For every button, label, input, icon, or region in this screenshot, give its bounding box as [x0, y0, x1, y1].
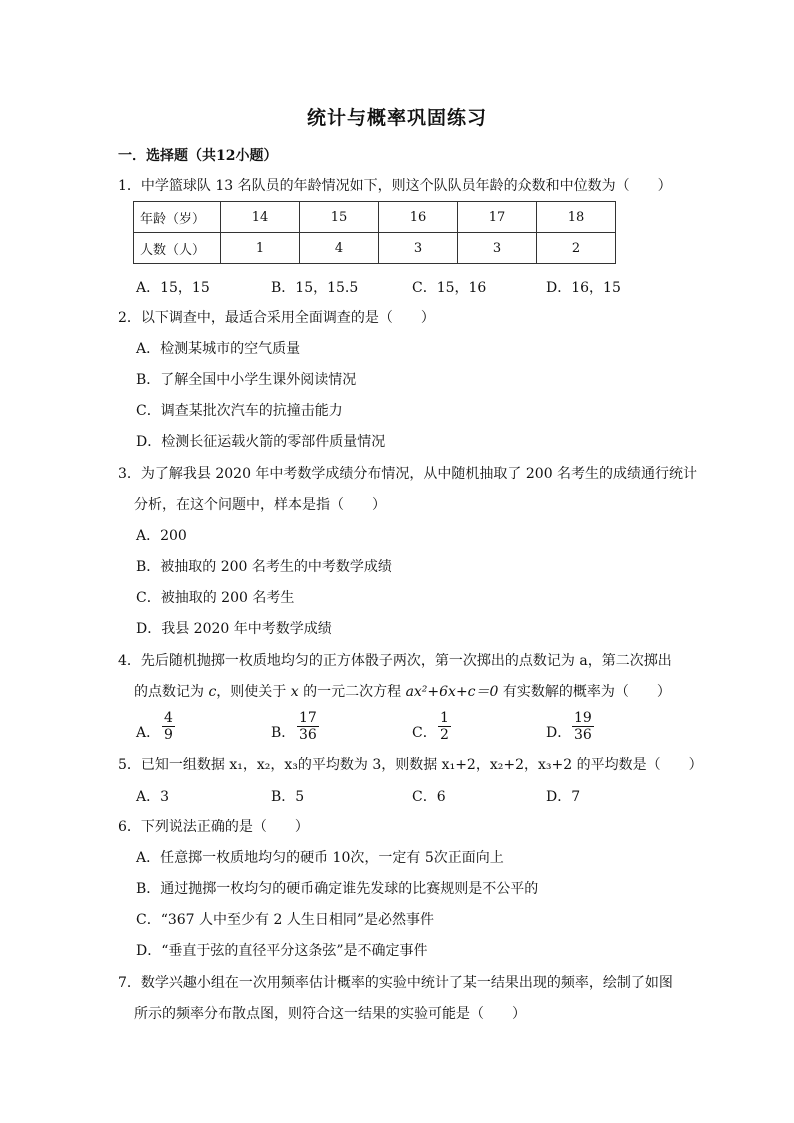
age-table	[133, 201, 616, 264]
option-a: A．200	[136, 528, 187, 544]
table-cell: 3	[458, 233, 537, 264]
fraction	[438, 710, 451, 743]
table-cell: 2	[537, 233, 616, 264]
table-cell: 16	[379, 202, 458, 233]
numerator: 17	[299, 710, 317, 726]
stem-text: ，则使关于	[216, 684, 291, 700]
table-cell: 17	[458, 202, 537, 233]
option-c: C．6	[412, 789, 446, 805]
option-label: B．	[271, 725, 296, 741]
denominator: 9	[164, 727, 173, 743]
question-1-options	[136, 277, 676, 297]
question-3-stem: 3．为了解我县 2020 年中考数学成绩分布情况，从中随机抽取了 200 名考生的成绩通行统计	[118, 466, 698, 482]
table-cell: 18	[537, 202, 616, 233]
option-c: C．15，16	[412, 280, 487, 296]
option-c: C．被抽取的 200 名考生	[136, 590, 295, 606]
option-b: B．15，15.5	[271, 280, 359, 296]
fraction	[162, 710, 175, 743]
variable-c: c	[208, 684, 217, 700]
option-label: C．	[412, 725, 437, 741]
question-6-stem: 6．下列说法正确的是（ ）	[118, 819, 309, 835]
stem-text: 有实数解的概率为（ ）	[498, 684, 671, 700]
option-b: B．通过抛掷一枚均匀的硬币确定谁先发球的比赛规则是不公平的	[136, 881, 539, 897]
table-cell: 15	[300, 202, 379, 233]
option-label: D．	[546, 725, 572, 741]
page-title: 统计与概率巩固练习	[306, 107, 487, 129]
option-d: D．检测长征运载火箭的零部件质量情况	[136, 434, 386, 450]
question-1-stem: 1．中学篮球队 13 名队员的年龄情况如下，则这个队队员年龄的众数和中位数为（ ）	[118, 178, 672, 194]
equation: ax²+6x+c＝0	[405, 684, 499, 700]
option-a: A．检测某城市的空气质量	[136, 341, 301, 357]
table-cell: 4	[300, 233, 379, 264]
table-cell: 3	[379, 233, 458, 264]
variable-x: x	[290, 684, 299, 700]
table-cell: 14	[221, 202, 300, 233]
option-d: D．7	[546, 789, 581, 805]
question-5-options	[136, 786, 676, 806]
fraction	[572, 710, 594, 743]
question-5-stem: 5．已知一组数据 x₁，x₂，x₃的平均数为 3，则数据 x₁+2，x₂+2，x₃+2 的平均数是（ ）	[118, 757, 703, 773]
option-b: B．了解全国中小学生课外阅读情况	[136, 372, 357, 388]
table-header-cell: 人数（人）	[134, 233, 221, 264]
question-3-stem-cont: 分析，在这个问题中，样本是指（ ）	[134, 497, 386, 513]
question-4-stem: 4．先后随机抛掷一枚质地均匀的正方体骰子两次，第一次掷出的点数记为 a，第二次掷出	[118, 653, 672, 669]
numerator: 1	[440, 710, 449, 726]
stem-text: 的点数记为	[134, 684, 209, 700]
question-7-stem-cont: 所示的频率分布散点图，则符合这一结果的实验可能是（ ）	[134, 1006, 526, 1022]
option-c: C．“367 人中至少有 2 人生日相同”是必然事件	[136, 912, 435, 928]
option-a: A．15，15	[136, 280, 210, 296]
option-b: B．5	[271, 789, 305, 805]
option-a: A．3	[136, 789, 170, 805]
option-c: C．调查某批次汽车的抗撞击能力	[136, 403, 343, 419]
numerator: 4	[164, 710, 173, 726]
option-a: A．任意掷一枚质地均匀的硬币 10次，一定有 5次正面向上	[136, 850, 504, 866]
denominator: 36	[574, 727, 592, 743]
table-row	[134, 202, 616, 233]
section-heading: 一．选择题（共12小题）	[118, 148, 278, 164]
denominator: 36	[299, 727, 317, 743]
option-d: D．“垂直于弦的直径平分这条弦”是不确定事件	[136, 943, 428, 959]
table-row	[134, 233, 616, 264]
option-d: D．我县 2020 年中考数学成绩	[136, 621, 332, 637]
option-label: A．	[136, 725, 161, 741]
question-4-stem-cont	[134, 682, 671, 702]
table-cell: 1	[221, 233, 300, 264]
fraction	[297, 710, 319, 743]
question-2-stem: 2．以下调查中，最适合采用全面调查的是（ ）	[118, 310, 435, 326]
table-header-cell: 年龄（岁）	[134, 202, 221, 233]
stem-text: 的一元二次方程	[298, 684, 406, 700]
option-d: D．16，15	[546, 280, 621, 296]
option-b: B．被抽取的 200 名考生的中考数学成绩	[136, 559, 392, 575]
numerator: 19	[574, 710, 592, 726]
denominator: 2	[440, 727, 449, 743]
question-7-stem: 7．数学兴趣小组在一次用频率估计概率的实验中统计了某一结果出现的频率，绘制了如图	[118, 975, 673, 991]
